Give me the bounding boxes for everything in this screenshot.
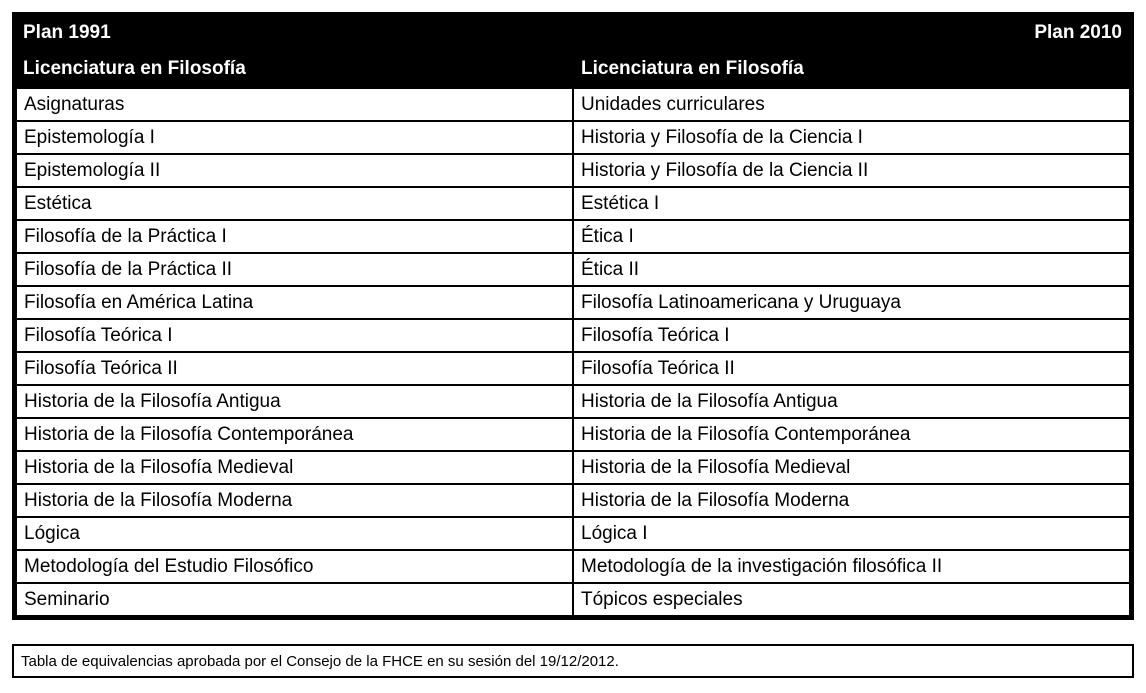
table-cell-plan1991: Filosofía Teórica II bbox=[16, 352, 573, 385]
equivalence-table-body bbox=[16, 88, 1130, 616]
table-row bbox=[16, 286, 1130, 319]
table-row bbox=[16, 550, 1130, 583]
column-header-asignaturas: Asignaturas bbox=[16, 88, 573, 121]
table-cell-plan1991: Epistemología II bbox=[16, 154, 573, 187]
plan-header-row bbox=[15, 15, 1131, 51]
table-cell-plan2010: Lógica I bbox=[573, 517, 1130, 550]
table-row bbox=[16, 418, 1130, 451]
column-header-row bbox=[16, 88, 1130, 121]
program-label-plan1991: Licenciatura en Filosofía bbox=[23, 58, 246, 79]
table-cell-plan1991: Historia de la Filosofía Antigua bbox=[16, 385, 573, 418]
table-cell-plan2010: Historia y Filosofía de la Ciencia I bbox=[573, 121, 1130, 154]
table-cell-plan2010: Historia de la Filosofía Contemporánea bbox=[573, 418, 1130, 451]
equivalence-body-table bbox=[15, 87, 1131, 617]
table-cell-plan2010: Filosofía Teórica I bbox=[573, 319, 1130, 352]
table-cell-plan2010: Metodología de la investigación filosófica II bbox=[573, 550, 1130, 583]
table-cell-plan2010: Tópicos especiales bbox=[573, 583, 1130, 616]
table-row bbox=[16, 220, 1130, 253]
table-row bbox=[16, 583, 1130, 616]
column-header-unidades: Unidades curriculares bbox=[573, 88, 1130, 121]
table-cell-plan1991: Filosofía de la Práctica I bbox=[16, 220, 573, 253]
plan-2010-label: Plan 2010 bbox=[1034, 22, 1122, 43]
table-cell-plan2010: Historia de la Filosofía Moderna bbox=[573, 484, 1130, 517]
table-cell-plan1991: Filosofía Teórica I bbox=[16, 319, 573, 352]
program-label-plan2010: Licenciatura en Filosofía bbox=[581, 58, 804, 79]
table-cell-plan1991: Estética bbox=[16, 187, 573, 220]
table-row bbox=[16, 451, 1130, 484]
table-cell-plan1991: Historia de la Filosofía Medieval bbox=[16, 451, 573, 484]
table-row bbox=[16, 484, 1130, 517]
program-header-row bbox=[15, 51, 1131, 87]
table-cell-plan1991: Filosofía de la Práctica II bbox=[16, 253, 573, 286]
table-cell-plan2010: Historia de la Filosofía Medieval bbox=[573, 451, 1130, 484]
table-cell-plan2010: Filosofía Teórica II bbox=[573, 352, 1130, 385]
table-cell-plan2010: Filosofía Latinoamericana y Uruguaya bbox=[573, 286, 1130, 319]
table-row bbox=[16, 121, 1130, 154]
equivalence-table bbox=[12, 12, 1134, 620]
table-cell-plan1991: Metodología del Estudio Filosófico bbox=[16, 550, 573, 583]
table-cell-plan2010: Ética I bbox=[573, 220, 1130, 253]
table-row bbox=[16, 352, 1130, 385]
table-row bbox=[16, 154, 1130, 187]
table-row bbox=[16, 319, 1130, 352]
table-cell-plan1991: Lógica bbox=[16, 517, 573, 550]
footnote-box bbox=[12, 644, 1134, 678]
footnote-text: Tabla de equivalencias aprobada por el Consejo de la FHCE en su sesión del 19/12/2012. bbox=[21, 652, 619, 670]
table-cell-plan2010: Estética I bbox=[573, 187, 1130, 220]
table-cell-plan2010: Ética II bbox=[573, 253, 1130, 286]
table-row bbox=[16, 517, 1130, 550]
table-cell-plan1991: Epistemología I bbox=[16, 121, 573, 154]
table-cell-plan2010: Historia de la Filosofía Antigua bbox=[573, 385, 1130, 418]
table-cell-plan1991: Seminario bbox=[16, 583, 573, 616]
table-cell-plan1991: Historia de la Filosofía Moderna bbox=[16, 484, 573, 517]
table-row bbox=[16, 187, 1130, 220]
plan-1991-label: Plan 1991 bbox=[23, 22, 111, 43]
table-row bbox=[16, 385, 1130, 418]
table-cell-plan1991: Historia de la Filosofía Contemporánea bbox=[16, 418, 573, 451]
table-row bbox=[16, 253, 1130, 286]
table-cell-plan1991: Filosofía en América Latina bbox=[16, 286, 573, 319]
table-header bbox=[15, 15, 1131, 87]
table-cell-plan2010: Historia y Filosofía de la Ciencia II bbox=[573, 154, 1130, 187]
